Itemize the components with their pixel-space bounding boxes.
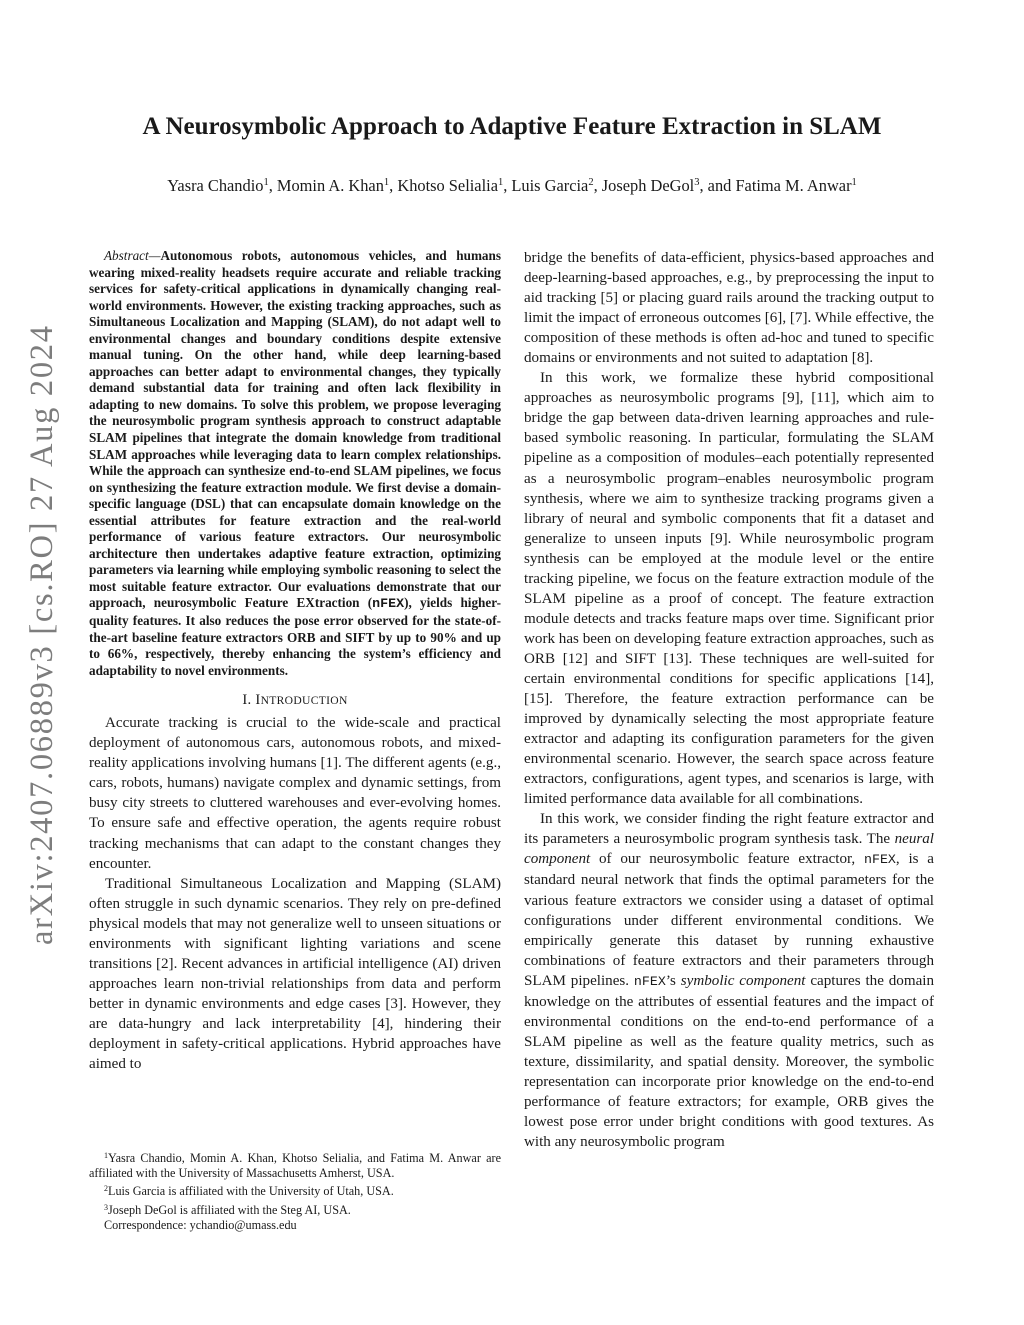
author-affiliation-mark: 1 bbox=[263, 177, 269, 188]
author-separator: , bbox=[593, 176, 602, 195]
intro-paragraph: In this work, we formalize these hybrid compositional approaches as neurosymbolic programs [9], [11], which aim to bridge the gap between data-driven learning approaches and rule-based symbolic reasoning. In particular, formulating the SLAM pipeline as a composition of modules–each potentially represented as a neurosymbolic program–enables neurosymbolic program synthesis, where we aim to synthesize tracking programs given a library of neural and symbolic components that fit a dataset and generalize to unseen inputs [9]. While neurosymbolic program synthesis can be employed at the module level or the entire tracking pipeline, we focus on the feature extraction module of the SLAM pipeline as a proof of concept. The feature extraction module detects and tracks feature maps over time. Significant prior work has been on developing feature extraction approaches, such as ORB [12] and SIFT [13]. These techniques are well-suited for certain environmental conditions for specific applications [14], [15]. Therefore, the feature extraction performance can be improved by dynamically selecting the most appropriate feature extractor and adapting its configuration parameters for the given environmental scenario. However, the search space across feature extractors, configurations, agent types, and scenarios is large, with limited performance data available for all combinations. bbox=[524, 370, 934, 808]
author-name: Yasra Chandio bbox=[167, 176, 264, 195]
footnote bbox=[89, 1148, 501, 1181]
abstract-dash: — bbox=[148, 248, 161, 263]
abstract-label: Abstract bbox=[104, 248, 149, 263]
abstract-code-nfex: nFEX bbox=[372, 596, 405, 612]
symbolic-component-term: symbolic component bbox=[680, 972, 806, 989]
author-name: Joseph DeGol bbox=[601, 176, 695, 195]
author-affiliation-mark: 2 bbox=[588, 177, 594, 188]
intro-paragraph-continued: bridge the benefits of data-efficient, physics-based approaches and deep-learning-based approaches, e.g., by preprocessing the input to aid tracking [5] or placing guard rails around the tracking output to limit the impact of erroneous outcomes [6], [7]. While effective, the composition of these methods is often ad-hoc and tuned to specific domains or environments and not suited to adaptation [8]. bbox=[524, 250, 934, 367]
section-name-initial: I bbox=[255, 692, 261, 709]
footnote-text: Luis Garcia is affiliated with the University of Utah, USA. bbox=[108, 1184, 394, 1199]
code-nfex: nFEX bbox=[863, 852, 896, 868]
abstract bbox=[89, 248, 501, 679]
author-separator: , bbox=[389, 176, 398, 195]
author-separator: , bbox=[268, 176, 277, 195]
author-name: Fatima M. Anwar bbox=[735, 176, 852, 195]
intro-paragraph: Traditional Simultaneous Localization and Mapping (SLAM) often struggle in such dynamic scenarios. They rely on pre-defined physical models that may not generalize well to unseen situations or environments with significant lighting variations and scene transitions [2]. Recent advances in artificial intelligence (AI) driven approaches learn non-trivial relationships from data and perform better in dynamic environments and edge cases [3]. However, they are data-hungry and lack interpretability [4], hindering their deployment in safety-critical applications. Hybrid approaches have aimed to bbox=[89, 875, 501, 1073]
author-list bbox=[0, 176, 1024, 196]
abstract-text-end: ), yields higher-quality features. It also reduces the pose error observed for the state-of-the-art baseline feature extractors ORB and SIFT by up to 90% and up to 66%, respectively, thereby enhancing the system’s efficiency and adaptability to novel environments. bbox=[89, 595, 502, 678]
footnote-mark: 1 bbox=[104, 1151, 108, 1160]
arxiv-identifier-stamp: arXiv:2407.06889v3 [cs.RO] 27 Aug 2024 bbox=[24, 324, 60, 945]
footnote-text: Joseph DeGol is affiliated with the Steg AI, USA. bbox=[108, 1202, 351, 1217]
neural-component-term: neural component bbox=[524, 831, 934, 868]
footnotes bbox=[89, 1148, 501, 1233]
left-column bbox=[89, 248, 501, 1074]
footnote bbox=[89, 1181, 501, 1199]
right-column bbox=[524, 248, 934, 1152]
footnote-mark: 3 bbox=[104, 1202, 108, 1212]
author-separator: , and bbox=[699, 176, 736, 195]
author-affiliation-mark: 1 bbox=[851, 177, 857, 188]
author-affiliation-mark: 1 bbox=[497, 177, 504, 188]
abstract-text: Autonomous robots, autonomous vehicles, and humans wearing mixed-reality headsets require accurate and reliable tracking services for safety-critical applications in dynamically changing real-world environments. However, the existing tracking approaches, such as Simultaneous Localization and Mapping (SLAM), do not adapt well to environmental changes and boundary conditions despite extensive manual tuning. On the other hand, while deep learning-based approaches can better adapt to environmental changes, they typically demand substantial data for training and often lack flexibility in adapting to new domains. To solve this problem, we propose leveraging the neurosymbolic program synthesis approach to construct adaptable SLAM pipelines that integrate the domain knowledge from traditional SLAM approaches while leveraging data to learn complex relationships. While the approach can synthesize end-to-end SLAM pipelines, we focus on synthesizing the feature extraction module. We first devise a domain-specific language (DSL) that can encapsulate domain knowledge on the essential attributes for feature extraction and the real-world performance of various feature extractors. Our neurosymbolic architecture then undertakes adaptive feature extraction, optimizing parameters via learning while employing symbolic reasoning to select the most suitable feature extractor. Our evaluations demonstrate that our approach, neurosymbolic Feature EXtraction ( bbox=[89, 248, 501, 611]
correspondence-text: Correspondence: ychandio@umass.edu bbox=[104, 1217, 297, 1232]
code-nfex: nFEX bbox=[633, 973, 666, 989]
section-heading-introduction bbox=[89, 692, 501, 709]
intro-paragraph: Accurate tracking is crucial to the wide-scale and practical deployment of autonomous cars, autonomous robots, and mixed-reality applications involving humans [1]. The different agents (e.g., cars, robots, humans) navigate complex and dynamic settings, from busy city streets to cluttered warehouses and ever-evolving homes. To ensure safe and effective operation, the agents require robust tracking mechanisms that can adapt to the constant changes they encounter. bbox=[89, 715, 501, 872]
footnote-text: Yasra Chandio, Momin A. Khan, Khotso Selialia, and Fatima M. Anwar are affiliated with the University of Massachusetts Amherst, USA. bbox=[89, 1151, 501, 1181]
footnote bbox=[89, 1200, 501, 1218]
paragraph-text: captures the domain knowledge on the attributes of essential features and the impact of environmental conditions on the end-to-end performance of a SLAM pipeline as well as the feature quality metrics, such as texture, dissimilarity, and spatial density. Moreover, the symbolic representation can incorporate prior knowledge on the end-to-end performance of feature extractors; for example, ORB gives the lowest pose error under bright conditions with good textures. As with any neurosymbolic program bbox=[524, 972, 935, 1151]
author-separator: , bbox=[503, 176, 512, 195]
paper-title: A Neurosymbolic Approach to Adaptive Feature Extraction in SLAM bbox=[142, 113, 882, 140]
author-name: Momin A. Khan bbox=[276, 176, 384, 195]
paragraph-text: of our neurosymbolic feature extractor, bbox=[590, 851, 864, 868]
author-affiliation-mark: 3 bbox=[694, 177, 700, 188]
section-name-rest: NTRODUCTION bbox=[260, 694, 348, 708]
paragraph-text: In this work, we consider finding the right feature extractor and its parameters a neurosymbolic program synthesis task. The bbox=[524, 811, 934, 848]
footnote-mark: 2 bbox=[104, 1184, 108, 1194]
section-numeral: I. bbox=[242, 692, 256, 709]
intro-paragraph bbox=[524, 809, 934, 1152]
paragraph-text: ’s bbox=[665, 972, 681, 989]
author-affiliation-mark: 1 bbox=[383, 177, 390, 188]
correspondence-note bbox=[89, 1218, 501, 1233]
paragraph-text: , is a standard neural network that finds the optimal parameters for the various feature extractors we consider using a dataset of optimal configurations under different environmental conditions. We empirically generate this dataset by running exhaustive combinations of feature extractors and their parameters through SLAM pipelines. bbox=[524, 851, 934, 989]
author-name: Luis Garcia bbox=[511, 176, 589, 195]
author-name: Khotso Selialia bbox=[397, 176, 498, 195]
